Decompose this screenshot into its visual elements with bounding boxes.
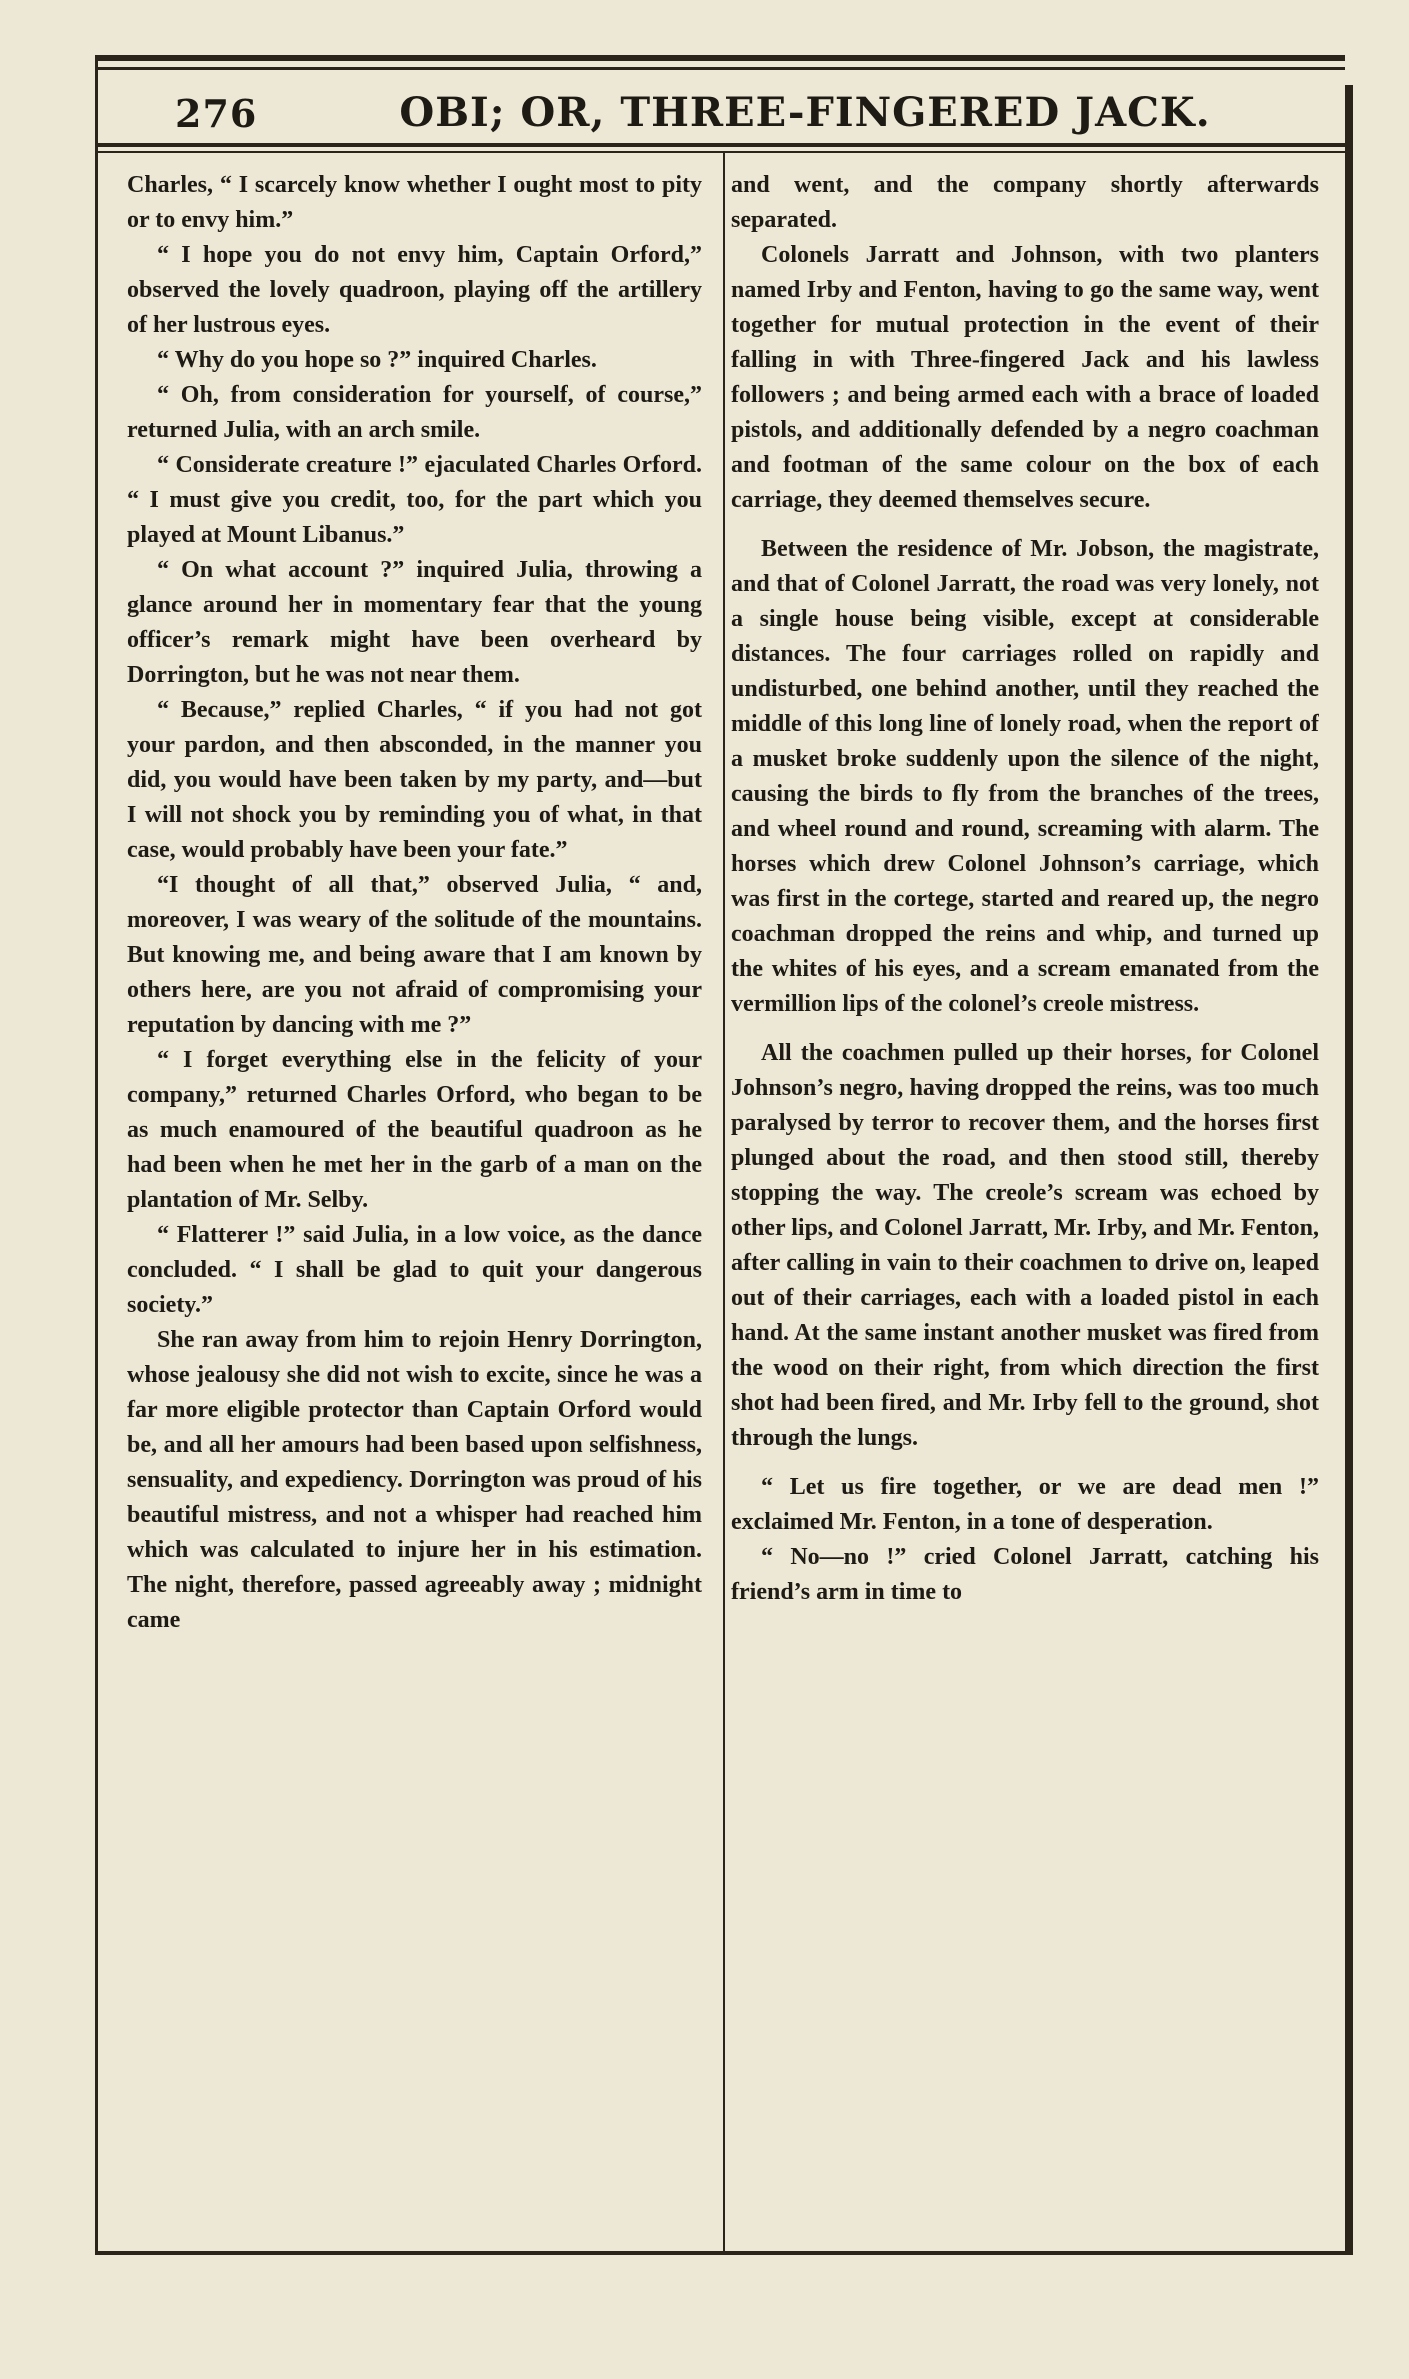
paragraph: “ Because,” replied Charles, “ if you had not got your pardon, and then absconded, in the manner you did, you would have been taken by my party, and—but I will not shock you by reminding you of what, in that case, would probably have been your fate.” [127,697,702,863]
header-rule-thin [95,151,1345,153]
paragraph: and went, and the company shortly afterwards separated. [731,172,1319,233]
paragraph: She ran away from him to rejoin Henry Dorrington, whose jealousy she did not wish to excite, since he was a far more eligible protector than Captain Orford would be, and all her amours had been based upon selfishness, sensuality, and expediency. Dorrington was proud of his beautiful mistress, and not a whisper had reached him which was calculated to injure her in his estimation. The night, therefore, passed agreeably away ; midnight came [127,1327,702,1633]
newspaper-page [95,55,1345,2265]
paragraph: All the coachmen pulled up their horses, for Colonel Johnson’s negro, having dropped the reins, was too much paralysed by terror to recover them, and the horses first plunged about the road, and then stood still, thereby stopping the way. The creole’s scream was echoed by other lips, and Colonel Jarratt, Mr. Irby, and Mr. Fenton, after calling in vain to their coachmen to drive on, leaped out of their carriages, each with a loaded pistol in each hand. At the same instant another musket was fired from the wood on their right, from which direction the first shot had been fired, and Mr. Irby fell to the ground, shot through the lungs. [731,1040,1319,1451]
page-number: 276 [175,91,258,136]
right-border [1345,85,1353,2255]
paragraph: Colonels Jarratt and Johnson, with two planters named Irby and Fenton, having to go the same way, went together for mutual protection in the event of their falling in with Three-fingered Jack and his lawless followers ; and being armed each with a brace of loaded pistols, and additionally defended by a negro coachman and footman of the same colour on the box of each carriage, they deemed themselves secure. [731,242,1319,513]
paragraph: “I thought of all that,” observed Julia, “ and, moreover, I was weary of the solitude of the mountains. But knowing me, and being aware that I am known by others here, are you not afraid of compromising your reputation by dancing with me ?” [127,872,702,1038]
paragraph: “ On what account ?” inquired Julia, throwing a glance around her in momentary fear that the young officer’s remark might have been overheard by Dorrington, but he was not near them. [127,557,702,688]
column-divider [723,153,725,2251]
paragraph: “ Flatterer !” said Julia, in a low voice, as the dance concluded. “ I shall be glad to quit your dangerous society.” [127,1222,702,1318]
header-rule [95,143,1345,147]
paragraph: “ I forget everything else in the felicity of your company,” returned Charles Orford, who began to be as much enamoured of the beautiful quadroon as he had been when he met her in the garb of a man on the plantation of Mr. Selby. [127,1047,702,1213]
paragraph: “ I hope you do not envy him, Captain Orford,” observed the lovely quadroon, playing off the artillery of her lustrous eyes. [127,242,702,338]
paragraph: Charles, “ I scarcely know whether I ought most to pity or to envy him.” [127,172,702,233]
left-border [95,55,98,2255]
page-header [95,85,1345,140]
bottom-rule [95,2251,1345,2255]
paragraph: “ Let us fire together, or we are dead men !” exclaimed Mr. Fenton, in a tone of desperation. [731,1474,1319,1535]
paragraph: “ No—no !” cried Colonel Jarratt, catching his friend’s arm in time to [731,1544,1319,1605]
paragraph: “ Oh, from consideration for yourself, of course,” returned Julia, with an arch smile. [127,382,702,443]
paragraph: Between the residence of Mr. Jobson, the magistrate, and that of Colonel Jarratt, the road was very lonely, not a single house being visible, except at considerable distances. The four carriages rolled on rapidly and undisturbed, one behind another, until they reached the middle of this long line of lonely road, when the report of a musket broke suddenly upon the silence of the night, causing the birds to fly from the branches of the trees, and wheel round and round, screaming with alarm. The horses which drew Colonel Johnson’s carriage, which was first in the cortege, started and reared up, the negro coachman dropped the reins and whip, and turned up the whites of his eyes, and a scream emanated from the vermillion lips of the colonel’s creole mistress. [731,536,1319,1017]
paragraph: “ Why do you hope so ?” inquired Charles. [157,347,597,373]
top-rule [95,55,1345,61]
left-column [127,168,702,2243]
top-rule-thin [95,67,1345,70]
right-column [731,168,1319,2243]
running-title: OBI; OR, THREE-FINGERED JACK. [399,89,1211,136]
paragraph: “ Considerate creature !” ejaculated Charles Orford. “ I must give you credit, too, for the part which you played at Mount Libanus.” [127,452,702,548]
